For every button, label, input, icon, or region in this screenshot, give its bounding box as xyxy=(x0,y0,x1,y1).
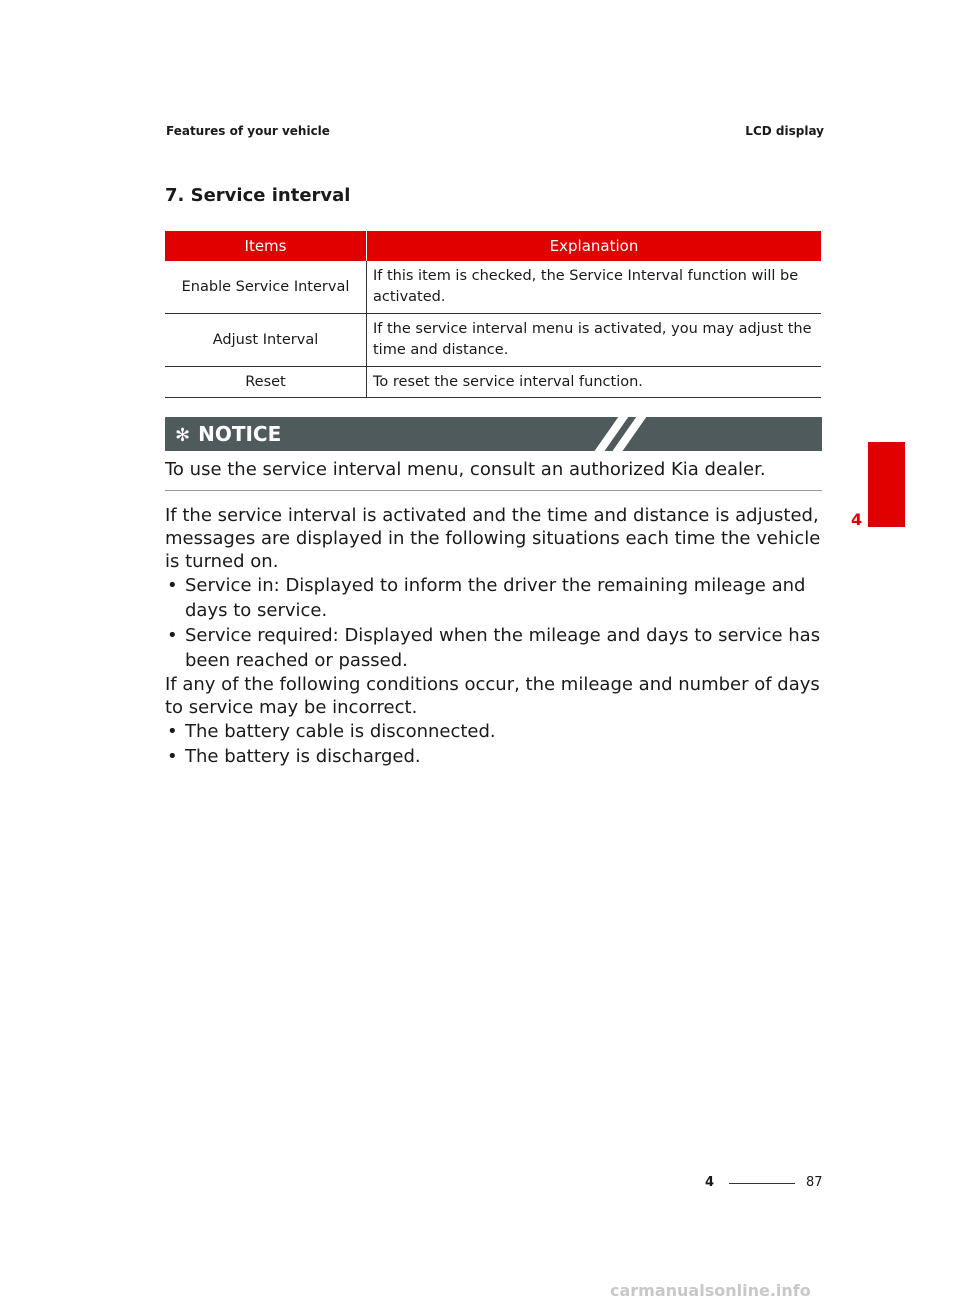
bullet-list xyxy=(165,719,825,769)
running-header-chapter: Features of your vehicle xyxy=(166,124,330,138)
section-title: 7. Service interval xyxy=(165,185,351,206)
table-cell-explanation: If the service interval menu is activated, you may adjust the time and distance. xyxy=(367,314,822,367)
table-cell-explanation: To reset the service interval function. xyxy=(367,367,822,398)
table-header-row xyxy=(165,231,821,261)
list-item xyxy=(165,744,825,769)
table-cell-item: Enable Service Interval xyxy=(165,261,367,314)
paragraph: If any of the following conditions occur, the mileage and number of days to service may be incorrect. xyxy=(165,674,820,718)
notice-text: To use the service interval menu, consult an authorized Kia dealer. xyxy=(165,459,766,480)
list-item xyxy=(165,719,825,744)
table-row xyxy=(165,261,821,314)
table-row xyxy=(165,367,821,398)
notice-heading xyxy=(175,422,281,446)
paragraph: If the service interval is activated and the time and distance is adjusted, messages are displayed in the following situations each time the vehicle is turned on. xyxy=(165,505,821,572)
service-interval-table xyxy=(165,231,821,398)
list-item-text: Service in: Displayed to inform the driver the remaining mileage and days to service. xyxy=(185,575,806,621)
footer-chapter-number: 4 xyxy=(705,1175,715,1190)
bullet-icon: • xyxy=(167,721,178,742)
table-cell-item: Reset xyxy=(165,367,367,398)
watermark: carmanualsonline.info xyxy=(610,1281,811,1300)
table-row xyxy=(165,314,821,367)
table-cell-explanation: If this item is checked, the Service Interval function will be activated. xyxy=(367,261,822,314)
bullet-icon: • xyxy=(167,625,178,646)
list-item xyxy=(165,623,825,673)
notice-label: NOTICE xyxy=(198,422,282,446)
list-item-text: Service required: Displayed when the mileage and days to service has been reached or passed. xyxy=(185,625,821,671)
footer-divider xyxy=(729,1183,795,1184)
table-header-explanation: Explanation xyxy=(367,231,822,261)
chapter-tab xyxy=(868,442,905,527)
bullet-list xyxy=(165,573,825,673)
body-text xyxy=(165,504,825,769)
table-cell-item: Adjust Interval xyxy=(165,314,367,367)
list-item-text: The battery is discharged. xyxy=(185,746,421,767)
running-header-section: LCD display xyxy=(745,124,824,138)
list-item xyxy=(165,573,825,623)
bullet-icon: • xyxy=(167,746,178,767)
notice-divider xyxy=(165,490,822,491)
chapter-tab-number: 4 xyxy=(851,510,863,529)
footer-page-number: 87 xyxy=(806,1175,823,1190)
asterisk-icon: ✻ xyxy=(175,425,191,446)
table-header-items: Items xyxy=(165,231,367,261)
notice-bar xyxy=(165,417,822,451)
bullet-icon: • xyxy=(167,575,178,596)
list-item-text: The battery cable is disconnected. xyxy=(185,721,496,742)
